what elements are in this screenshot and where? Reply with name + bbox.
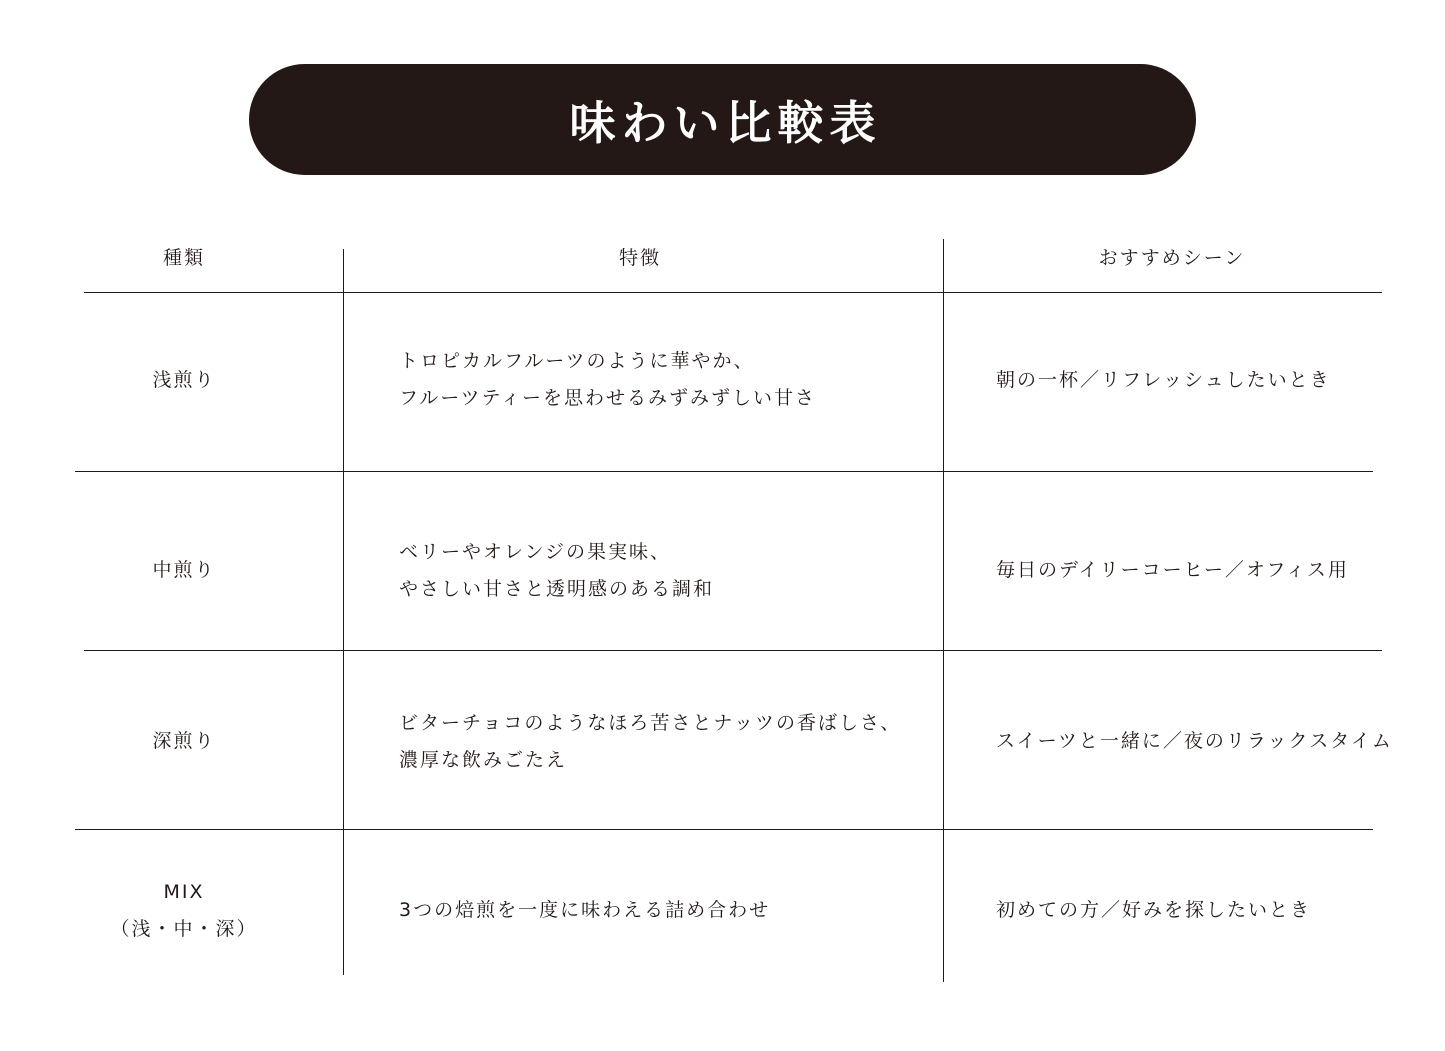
feature-line: ビターチョコのようなほろ苦さとナッツの香ばしさ、 — [399, 712, 902, 734]
table-row-feature — [399, 343, 816, 417]
table-row-scene: スイーツと一緒に／夜のリラックスタイム — [996, 730, 1393, 752]
table-header-type: 種類 — [162, 247, 205, 269]
row-divider-1 — [75, 471, 1373, 472]
row-divider-3 — [75, 829, 1373, 830]
table-row-feature — [399, 534, 714, 608]
table-row-type — [84, 874, 284, 948]
feature-line: ベリーやオレンジの果実味、 — [399, 541, 672, 563]
type-line: （浅・中・深） — [110, 918, 258, 940]
header-divider — [84, 292, 1382, 293]
table-row-scene: 初めての方／好みを探したいとき — [996, 899, 1312, 921]
column-divider-1 — [343, 249, 344, 975]
feature-line: フルーツティーを思わせるみずみずしい甘さ — [399, 387, 816, 409]
column-divider-2 — [943, 239, 944, 982]
type-line: MIX — [163, 881, 205, 903]
table-row-feature: 3つの焙煎を一度に味わえる詰め合わせ — [399, 899, 771, 921]
page-title: 味わい比較表 — [569, 95, 882, 150]
table-row-scene: 毎日のデイリーコーヒー／オフィス用 — [996, 559, 1349, 581]
table-header-feature: 特徴 — [618, 247, 661, 269]
table-row-feature — [399, 705, 901, 779]
feature-line: 濃厚な飲みごたえ — [399, 749, 568, 771]
title-banner — [249, 64, 1196, 175]
table-row-scene: 朝の一杯／リフレッシュしたいとき — [996, 369, 1331, 391]
row-divider-2 — [84, 650, 1382, 651]
feature-line: トロピカルフルーツのように華やか、 — [399, 350, 755, 372]
table-header-scene: おすすめシーン — [1098, 247, 1246, 269]
table-row-type: 浅煎り — [152, 369, 216, 391]
table-row-type: 深煎り — [152, 730, 216, 752]
table-row-type: 中煎り — [152, 559, 216, 581]
feature-line: やさしい甘さと透明感のある調和 — [399, 578, 715, 600]
